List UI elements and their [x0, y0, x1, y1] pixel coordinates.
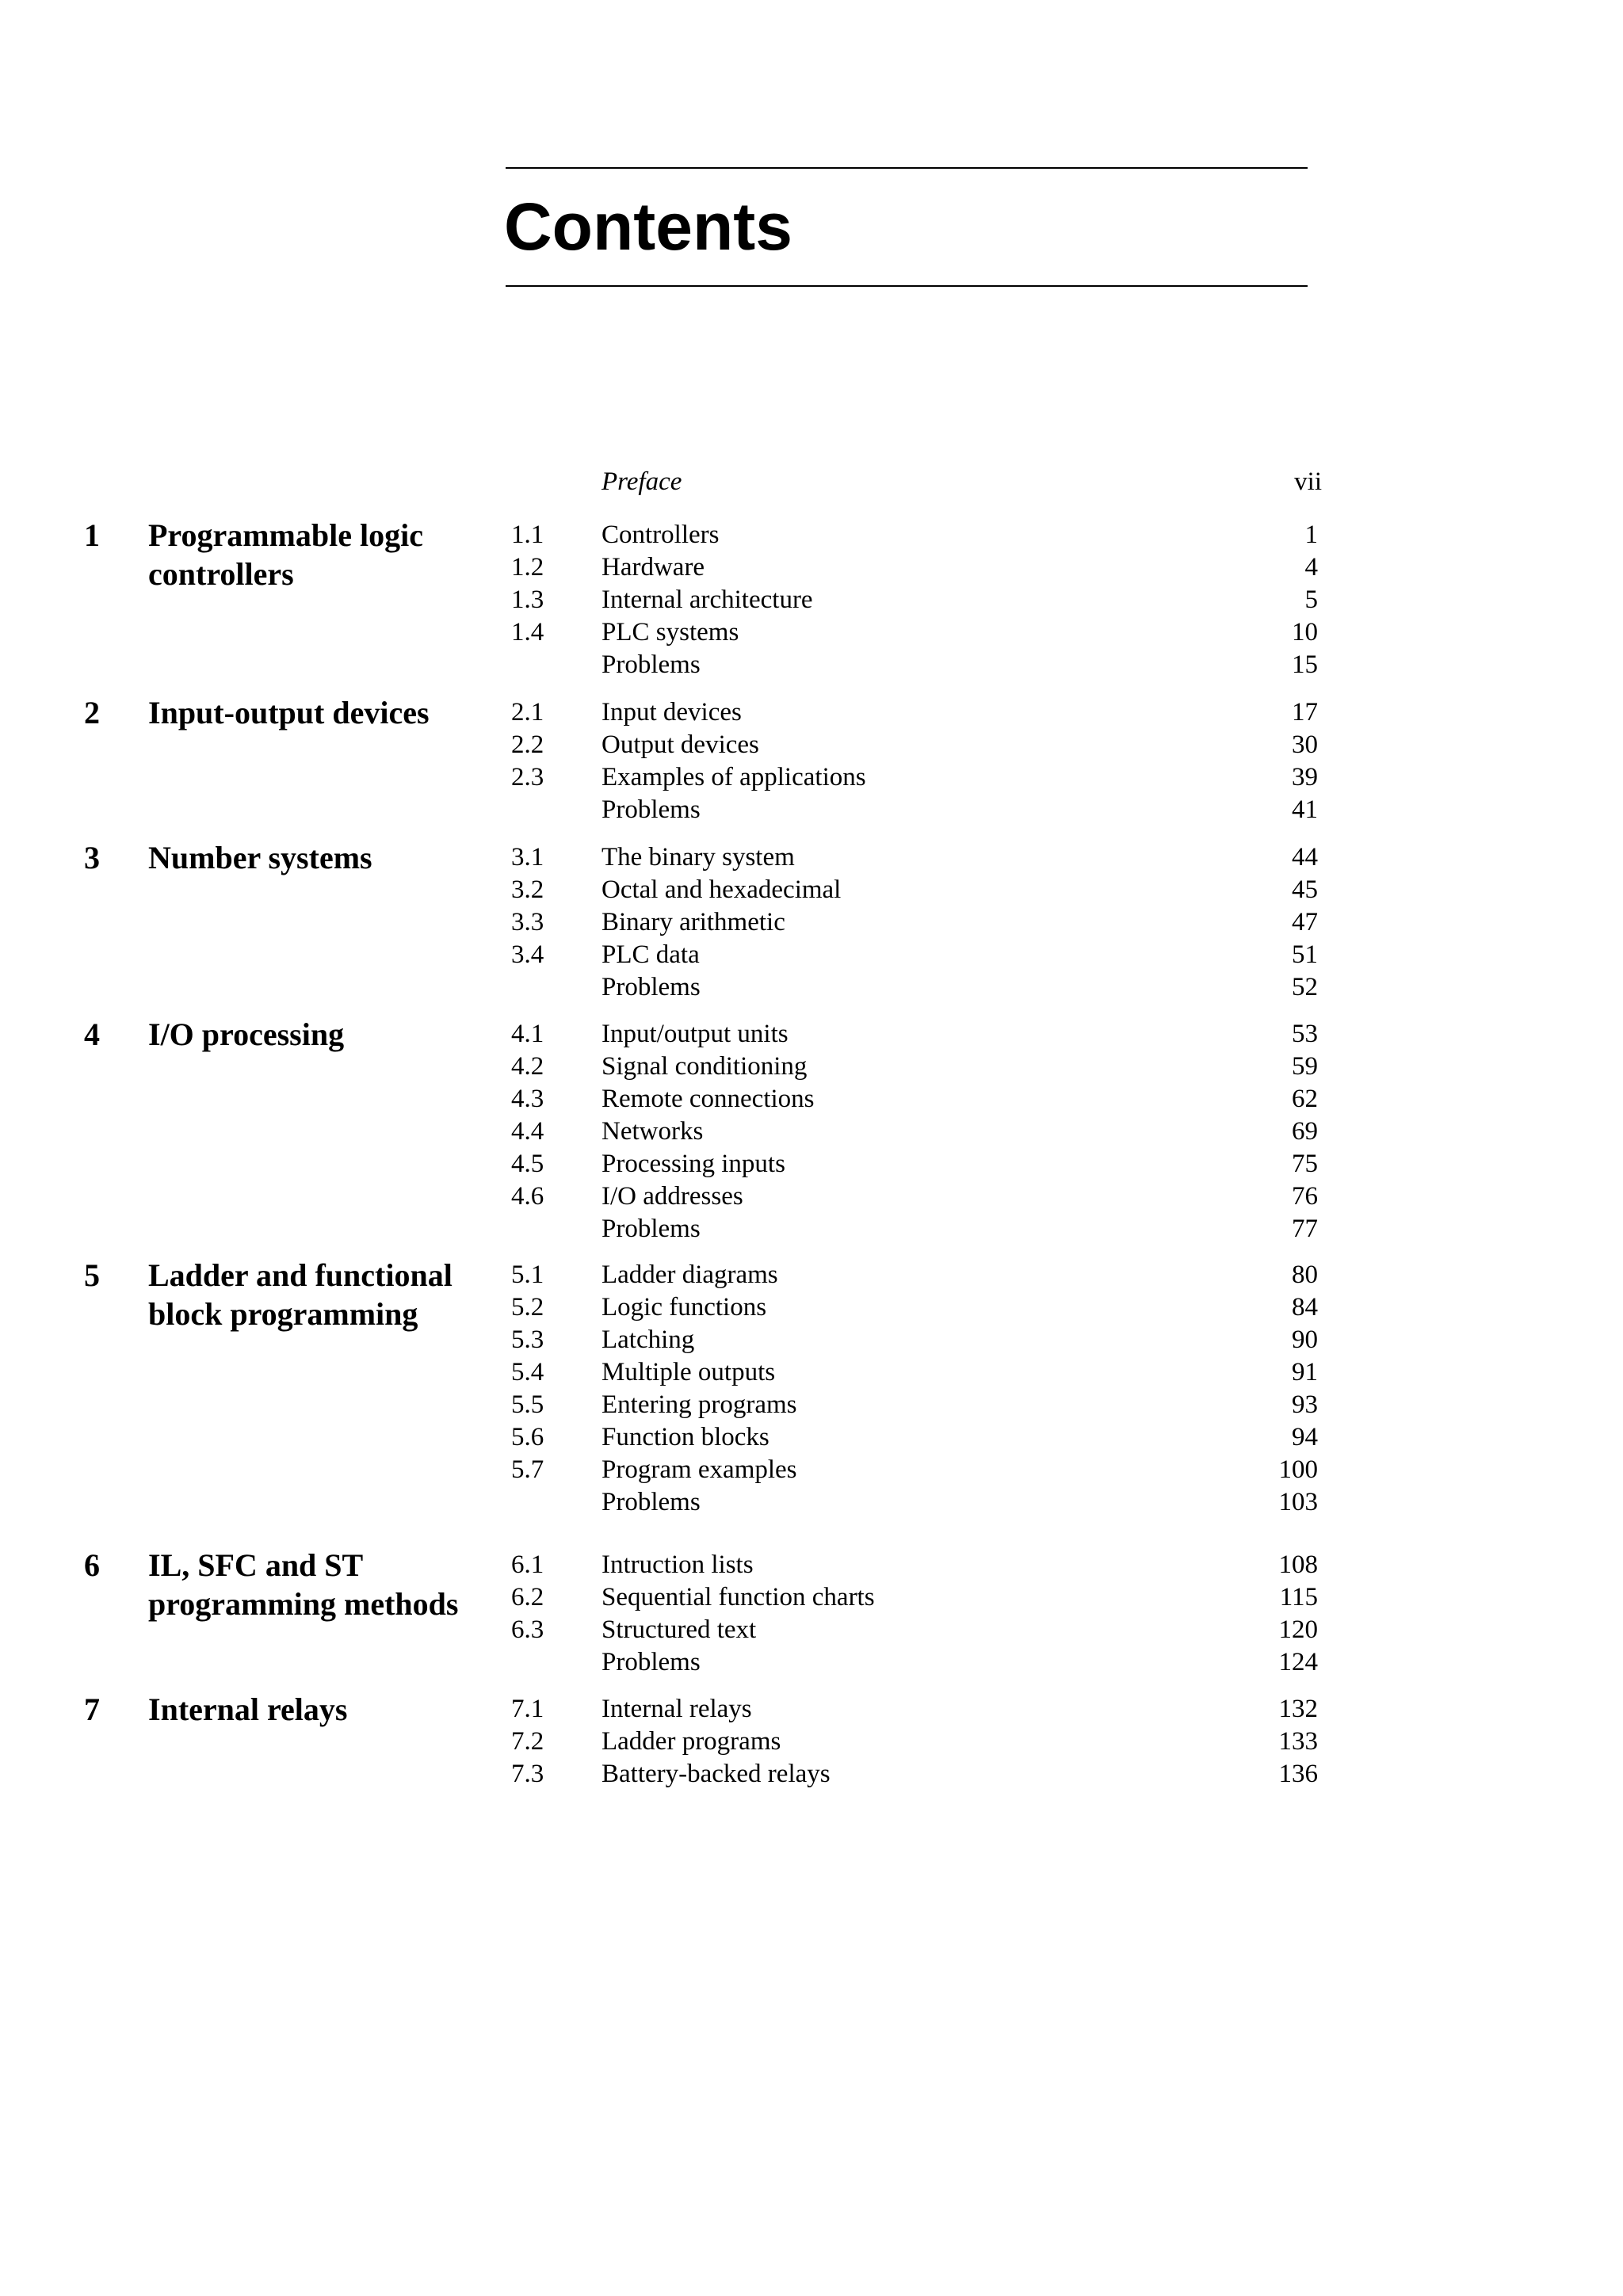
page-number: 124 — [1278, 1648, 1318, 1676]
section-entry[interactable] — [0, 1356, 1623, 1389]
page-number: 108 — [1278, 1550, 1318, 1579]
page-number: 59 — [1292, 1052, 1318, 1081]
section-entry[interactable] — [0, 906, 1623, 939]
section-title: Program examples — [601, 1455, 797, 1484]
page-number: 47 — [1292, 908, 1318, 936]
section-title: Battery-backed relays — [601, 1760, 831, 1788]
section-number: 5.3 — [511, 1325, 544, 1354]
page-number: 93 — [1292, 1390, 1318, 1419]
page-number: 75 — [1292, 1150, 1318, 1178]
section-number: 7.3 — [511, 1760, 544, 1788]
page-number: 133 — [1278, 1727, 1318, 1756]
section-title: Signal conditioning — [601, 1052, 808, 1081]
section-entry[interactable] — [0, 1116, 1623, 1148]
page-number: 51 — [1292, 940, 1318, 969]
section-entry[interactable] — [0, 616, 1623, 649]
section-title: Intruction lists — [601, 1550, 754, 1579]
page-number: 15 — [1292, 650, 1318, 679]
page-number: 80 — [1292, 1261, 1318, 1289]
page-number: 115 — [1279, 1583, 1318, 1611]
section-title: Latching — [601, 1325, 695, 1354]
section-list — [0, 1018, 1623, 1245]
section-entry[interactable] — [0, 584, 1623, 616]
section-entry[interactable] — [0, 1148, 1623, 1180]
section-number: 2.1 — [511, 698, 544, 727]
title-rule-bottom — [506, 285, 1308, 287]
section-number: 6.2 — [511, 1583, 544, 1611]
section-number: 1.1 — [511, 521, 544, 549]
chapter-title-line: controllers — [148, 556, 294, 592]
section-entry[interactable] — [0, 1180, 1623, 1213]
problems-entry[interactable] — [0, 1486, 1623, 1519]
section-title: Problems — [601, 1648, 701, 1676]
section-list — [0, 1259, 1623, 1519]
section-entry[interactable] — [0, 761, 1623, 794]
section-title: PLC systems — [601, 618, 739, 646]
section-title: Structured text — [601, 1615, 757, 1644]
page-number: 94 — [1292, 1423, 1318, 1451]
problems-entry[interactable] — [0, 971, 1623, 1004]
section-title: Problems — [601, 650, 701, 679]
chapter-number: 1 — [84, 517, 100, 553]
preface-entry[interactable] — [0, 466, 1623, 498]
section-number: 3.3 — [511, 908, 544, 936]
section-number: 2.3 — [511, 763, 544, 791]
section-entry[interactable] — [0, 1018, 1623, 1051]
problems-entry[interactable] — [0, 649, 1623, 681]
chapter-number: 5 — [84, 1257, 100, 1293]
section-entry[interactable] — [0, 1693, 1623, 1726]
section-number: 5.4 — [511, 1358, 544, 1386]
problems-entry[interactable] — [0, 794, 1623, 826]
section-title: Hardware — [601, 553, 705, 582]
section-entry[interactable] — [0, 1083, 1623, 1116]
section-title: Controllers — [601, 521, 720, 549]
section-title: Problems — [601, 1488, 701, 1516]
page-number: 69 — [1292, 1117, 1318, 1146]
page-number: 45 — [1292, 875, 1318, 904]
section-entry[interactable] — [0, 729, 1623, 761]
section-entry[interactable] — [0, 1259, 1623, 1291]
section-title: Input devices — [601, 698, 742, 727]
page-number: 52 — [1292, 973, 1318, 1001]
section-title: Input/output units — [601, 1020, 789, 1048]
section-entry[interactable] — [0, 1454, 1623, 1486]
section-number: 4.4 — [511, 1117, 544, 1146]
preface-page-number: vii — [1294, 467, 1322, 496]
problems-entry[interactable] — [0, 1646, 1623, 1679]
section-list — [0, 696, 1623, 826]
section-entry[interactable] — [0, 1389, 1623, 1421]
section-entry[interactable] — [0, 519, 1623, 551]
section-number: 1.2 — [511, 553, 544, 582]
section-list — [0, 519, 1623, 681]
section-list — [0, 1693, 1623, 1791]
chapter-title-line: Number systems — [148, 840, 372, 875]
page-number: 132 — [1278, 1695, 1318, 1723]
chapter-title-line: block programming — [148, 1296, 418, 1332]
section-title: Remote connections — [601, 1085, 815, 1113]
section-title: Internal architecture — [601, 585, 813, 614]
chapter-title-line: Ladder and functional — [148, 1257, 453, 1293]
section-entry[interactable] — [0, 1324, 1623, 1356]
page-number: 90 — [1292, 1325, 1318, 1354]
page-number: 30 — [1292, 730, 1318, 759]
section-entry[interactable] — [0, 1581, 1623, 1614]
section-number: 3.1 — [511, 843, 544, 871]
section-entry[interactable] — [0, 551, 1623, 584]
section-title: I/O addresses — [601, 1182, 743, 1211]
section-title: PLC data — [601, 940, 700, 969]
section-number: 4.5 — [511, 1150, 544, 1178]
page-number: 39 — [1292, 763, 1318, 791]
title-rule-top — [506, 167, 1308, 169]
section-number: 5.5 — [511, 1390, 544, 1419]
chapter-number: 4 — [84, 1016, 100, 1052]
page-number: 91 — [1292, 1358, 1318, 1386]
section-title: Problems — [601, 1215, 701, 1243]
section-title: Problems — [601, 795, 701, 824]
chapter-title-line: Input-output devices — [148, 695, 430, 730]
page-number: 17 — [1292, 698, 1318, 727]
chapter-number: 2 — [84, 695, 100, 730]
section-title: Problems — [601, 973, 701, 1001]
section-number: 4.2 — [511, 1052, 544, 1081]
chapter-title-line: IL, SFC and ST — [148, 1547, 364, 1583]
section-title: Binary arithmetic — [601, 908, 785, 936]
section-entry[interactable] — [0, 696, 1623, 729]
page-number: 41 — [1292, 795, 1318, 824]
section-entry[interactable] — [0, 1051, 1623, 1083]
section-entry[interactable] — [0, 841, 1623, 874]
page-number: 103 — [1278, 1488, 1318, 1516]
section-entry[interactable] — [0, 874, 1623, 906]
page-number: 136 — [1278, 1760, 1318, 1788]
section-title: Processing inputs — [601, 1150, 785, 1178]
section-title: Octal and hexadecimal — [601, 875, 842, 904]
page-number: 76 — [1292, 1182, 1318, 1211]
section-number: 5.2 — [511, 1293, 544, 1322]
chapter-number: 3 — [84, 840, 100, 875]
section-number: 5.1 — [511, 1261, 544, 1289]
page-number: 100 — [1278, 1455, 1318, 1484]
section-title: Logic functions — [601, 1293, 767, 1322]
section-title: Internal relays — [601, 1695, 752, 1723]
preface-label: Preface — [601, 467, 682, 496]
page-title: Contents — [504, 189, 792, 264]
section-number: 7.2 — [511, 1727, 544, 1756]
chapter-title-line: Programmable logic — [148, 517, 423, 553]
section-title: Output devices — [601, 730, 759, 759]
section-entry[interactable] — [0, 1758, 1623, 1791]
section-number: 1.4 — [511, 618, 544, 646]
section-entry[interactable] — [0, 939, 1623, 971]
section-entry[interactable] — [0, 1291, 1623, 1324]
page-number: 84 — [1292, 1293, 1318, 1322]
page-number: 120 — [1278, 1615, 1318, 1644]
section-title: Ladder programs — [601, 1727, 781, 1756]
page-number: 62 — [1292, 1085, 1318, 1113]
section-title: Sequential function charts — [601, 1583, 875, 1611]
section-number: 4.3 — [511, 1085, 544, 1113]
chapter-title-line: programming methods — [148, 1586, 459, 1622]
section-title: Examples of applications — [601, 763, 866, 791]
section-number: 4.6 — [511, 1182, 544, 1211]
page-number: 1 — [1304, 521, 1318, 549]
section-number: 5.6 — [511, 1423, 544, 1451]
section-number: 3.4 — [511, 940, 544, 969]
page-number: 44 — [1292, 843, 1318, 871]
section-entry[interactable] — [0, 1614, 1623, 1646]
section-entry[interactable] — [0, 1549, 1623, 1581]
chapter-number: 7 — [84, 1691, 100, 1727]
section-entry[interactable] — [0, 1726, 1623, 1758]
chapter-title-line: Internal relays — [148, 1691, 348, 1727]
section-title: Networks — [601, 1117, 704, 1146]
chapter-number: 6 — [84, 1547, 100, 1583]
section-title: Entering programs — [601, 1390, 797, 1419]
section-list — [0, 841, 1623, 1004]
page-number: 5 — [1304, 585, 1318, 614]
section-number: 3.2 — [511, 875, 544, 904]
section-number: 1.3 — [511, 585, 544, 614]
section-entry[interactable] — [0, 1421, 1623, 1454]
section-title: Function blocks — [601, 1423, 769, 1451]
page-number: 77 — [1292, 1215, 1318, 1243]
section-title: The binary system — [601, 843, 795, 871]
section-number: 7.1 — [511, 1695, 544, 1723]
section-title: Multiple outputs — [601, 1358, 776, 1386]
chapter-title-line: I/O processing — [148, 1016, 345, 1052]
section-number: 6.3 — [511, 1615, 544, 1644]
section-number: 2.2 — [511, 730, 544, 759]
section-list — [0, 1549, 1623, 1679]
problems-entry[interactable] — [0, 1213, 1623, 1245]
section-number: 6.1 — [511, 1550, 544, 1579]
page-number: 4 — [1304, 553, 1318, 582]
section-number: 5.7 — [511, 1455, 544, 1484]
section-title: Ladder diagrams — [601, 1261, 778, 1289]
section-number: 4.1 — [511, 1020, 544, 1048]
page-number: 10 — [1292, 618, 1318, 646]
page-number: 53 — [1292, 1020, 1318, 1048]
